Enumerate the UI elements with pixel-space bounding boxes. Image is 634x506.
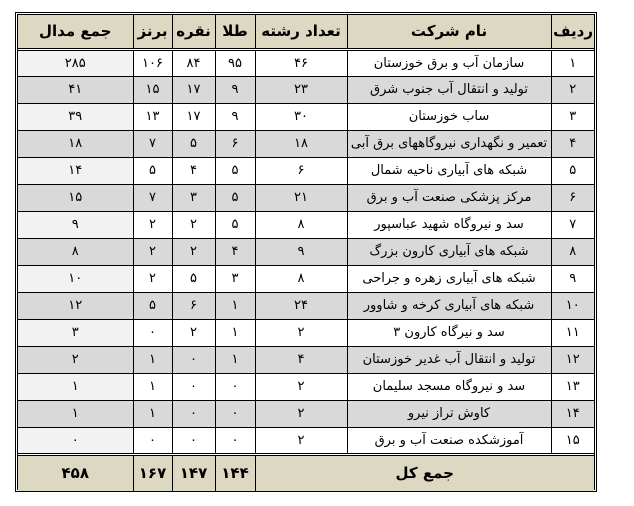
fields-cell: ۸ — [255, 265, 347, 292]
gold-cell: ۴ — [215, 238, 255, 265]
medals-table — [18, 15, 594, 491]
company-cell: سد و نیروگاه شهید عباسپور — [347, 211, 551, 238]
total-cell: ۸ — [18, 238, 133, 265]
company-cell: ساب خوزستان — [347, 103, 551, 130]
silver-cell: ۰ — [172, 427, 215, 454]
rank-cell: ۱۱ — [551, 319, 594, 346]
table-row — [18, 265, 594, 292]
column-header-rank: ردیف — [551, 15, 594, 49]
rank-cell: ۱۵ — [551, 427, 594, 454]
silver-cell: ۲ — [172, 238, 215, 265]
company-cell: آموزشکده صنعت آب و برق — [347, 427, 551, 454]
table-row — [18, 427, 594, 454]
company-cell: سد و نیروگاه مسجد سلیمان — [347, 373, 551, 400]
fields-cell: ۱۸ — [255, 130, 347, 157]
total-cell: ۱۴ — [18, 157, 133, 184]
silver-cell: ۲ — [172, 319, 215, 346]
gold-cell: ۱ — [215, 292, 255, 319]
gold-cell: ۱ — [215, 346, 255, 373]
table-row — [18, 292, 594, 319]
gold-cell: ۹۵ — [215, 49, 255, 76]
total-cell: ۱۸ — [18, 130, 133, 157]
silver-cell: ۴ — [172, 157, 215, 184]
header-row — [18, 15, 594, 49]
table-row — [18, 373, 594, 400]
bronze-cell: ۷ — [133, 130, 172, 157]
bronze-cell: ۵ — [133, 157, 172, 184]
rank-cell: ۴ — [551, 130, 594, 157]
silver-cell: ۸۴ — [172, 49, 215, 76]
gold-cell: ۰ — [215, 427, 255, 454]
bronze-cell: ۱۳ — [133, 103, 172, 130]
bronze-cell: ۷ — [133, 184, 172, 211]
fields-cell: ۶ — [255, 157, 347, 184]
table-row — [18, 211, 594, 238]
grand-total-silver-cell: ۱۴۷ — [172, 454, 215, 491]
rank-cell: ۲ — [551, 76, 594, 103]
table-row — [18, 319, 594, 346]
column-header-total: جمع مدال — [18, 15, 133, 49]
table-row — [18, 130, 594, 157]
column-header-company: نام شرکت — [347, 15, 551, 49]
total-cell: ۲۸۵ — [18, 49, 133, 76]
rank-cell: ۱۰ — [551, 292, 594, 319]
total-cell: ۴۱ — [18, 76, 133, 103]
bronze-cell: ۵ — [133, 292, 172, 319]
gold-cell: ۹ — [215, 76, 255, 103]
fields-cell: ۴۶ — [255, 49, 347, 76]
column-header-bronze: برنز — [133, 15, 172, 49]
company-cell: تعمیر و نگهداری نیروگاههای برق آبی — [347, 130, 551, 157]
fields-cell: ۳۰ — [255, 103, 347, 130]
column-header-gold: طلا — [215, 15, 255, 49]
grand-total-medals-cell: ۴۵۸ — [18, 454, 133, 491]
rank-cell: ۱۳ — [551, 373, 594, 400]
grand-total-bronze-cell: ۱۶۷ — [133, 454, 172, 491]
gold-cell: ۵ — [215, 157, 255, 184]
silver-cell: ۰ — [172, 400, 215, 427]
gold-cell: ۳ — [215, 265, 255, 292]
company-cell: شبکه های آبیاری زهره و جراحی — [347, 265, 551, 292]
fields-cell: ۲ — [255, 427, 347, 454]
silver-cell: ۶ — [172, 292, 215, 319]
gold-cell: ۰ — [215, 373, 255, 400]
fields-cell: ۹ — [255, 238, 347, 265]
gold-cell: ۱ — [215, 319, 255, 346]
gold-cell: ۵ — [215, 211, 255, 238]
company-cell: شبکه های آبیاری کرخه و شاوور — [347, 292, 551, 319]
rank-cell: ۷ — [551, 211, 594, 238]
bronze-cell: ۱ — [133, 346, 172, 373]
company-cell: تولید و انتقال آب جنوب شرق — [347, 76, 551, 103]
bronze-cell: ۲ — [133, 265, 172, 292]
silver-cell: ۲ — [172, 211, 215, 238]
fields-cell: ۲ — [255, 400, 347, 427]
company-cell: کاوش تراز نیرو — [347, 400, 551, 427]
fields-cell: ۲۱ — [255, 184, 347, 211]
company-cell: تولید و انتقال آب غدیر خوزستان — [347, 346, 551, 373]
fields-cell: ۴ — [255, 346, 347, 373]
rank-cell: ۳ — [551, 103, 594, 130]
table-row — [18, 238, 594, 265]
table-row — [18, 184, 594, 211]
total-cell: ۰ — [18, 427, 133, 454]
total-cell: ۳ — [18, 319, 133, 346]
bronze-cell: ۱۰۶ — [133, 49, 172, 76]
silver-cell: ۵ — [172, 130, 215, 157]
bronze-cell: ۱ — [133, 400, 172, 427]
total-cell: ۱ — [18, 400, 133, 427]
rank-cell: ۱ — [551, 49, 594, 76]
gold-cell: ۹ — [215, 103, 255, 130]
fields-cell: ۸ — [255, 211, 347, 238]
company-cell: سازمان آب و برق خوزستان — [347, 49, 551, 76]
fields-cell: ۲ — [255, 319, 347, 346]
fields-cell: ۲۴ — [255, 292, 347, 319]
company-cell: شبکه های آبیاری کارون بزرگ — [347, 238, 551, 265]
bronze-cell: ۲ — [133, 211, 172, 238]
table-row — [18, 157, 594, 184]
silver-cell: ۱۷ — [172, 103, 215, 130]
table-row — [18, 49, 594, 76]
bronze-cell: ۰ — [133, 427, 172, 454]
column-header-silver: نقره — [172, 15, 215, 49]
silver-cell: ۱۷ — [172, 76, 215, 103]
bronze-cell: ۰ — [133, 319, 172, 346]
total-cell: ۲ — [18, 346, 133, 373]
silver-cell: ۵ — [172, 265, 215, 292]
company-cell: مرکز پزشکی صنعت آب و برق — [347, 184, 551, 211]
gold-cell: ۵ — [215, 184, 255, 211]
fields-cell: ۲ — [255, 373, 347, 400]
gold-cell: ۶ — [215, 130, 255, 157]
rank-cell: ۹ — [551, 265, 594, 292]
silver-cell: ۰ — [172, 373, 215, 400]
medal-standings-table — [15, 12, 597, 492]
silver-cell: ۰ — [172, 346, 215, 373]
rank-cell: ۵ — [551, 157, 594, 184]
rank-cell: ۶ — [551, 184, 594, 211]
total-cell: ۱ — [18, 373, 133, 400]
grand-total-gold-cell: ۱۴۴ — [215, 454, 255, 491]
total-cell: ۹ — [18, 211, 133, 238]
rank-cell: ۸ — [551, 238, 594, 265]
total-cell: ۱۰ — [18, 265, 133, 292]
silver-cell: ۳ — [172, 184, 215, 211]
bronze-cell: ۲ — [133, 238, 172, 265]
bronze-cell: ۱۵ — [133, 76, 172, 103]
table-row — [18, 346, 594, 373]
table-row — [18, 400, 594, 427]
rank-cell: ۱۲ — [551, 346, 594, 373]
company-cell: سد و نیرگاه کارون ۳ — [347, 319, 551, 346]
fields-cell: ۲۳ — [255, 76, 347, 103]
grand-total-label: جمع کل — [255, 454, 594, 491]
grand-total-row — [18, 454, 594, 491]
gold-cell: ۰ — [215, 400, 255, 427]
company-cell: شبکه های آبیاری ناحیه شمال — [347, 157, 551, 184]
column-header-fields: تعداد رشته — [255, 15, 347, 49]
total-cell: ۱۵ — [18, 184, 133, 211]
rank-cell: ۱۴ — [551, 400, 594, 427]
total-cell: ۳۹ — [18, 103, 133, 130]
table-row — [18, 76, 594, 103]
total-cell: ۱۲ — [18, 292, 133, 319]
table-row — [18, 103, 594, 130]
bronze-cell: ۱ — [133, 373, 172, 400]
